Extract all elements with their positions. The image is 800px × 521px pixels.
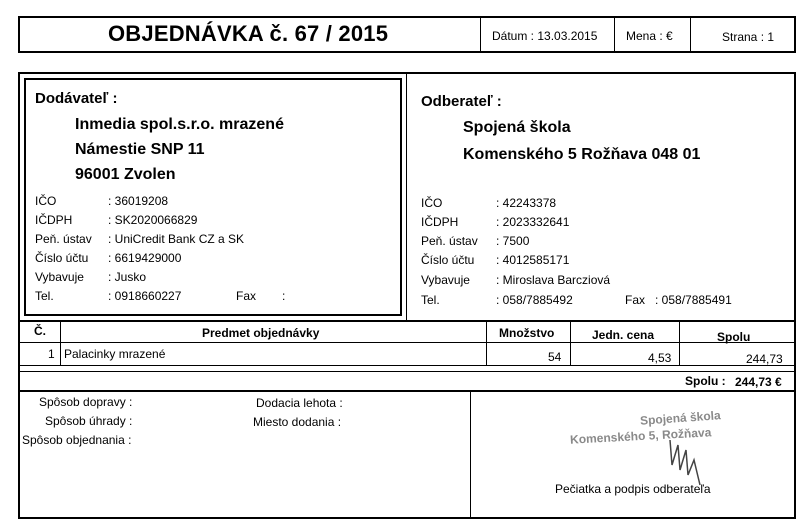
payment-method-label: Spôsob úhrady : xyxy=(45,414,133,428)
col-header-total: Spolu xyxy=(717,330,751,344)
col-header-unit-price: Jedn. cena xyxy=(592,328,655,342)
customer-value-fax: : 058/7885491 xyxy=(655,293,732,307)
signature-mark xyxy=(660,420,720,490)
stamp-line-1: Spojená škola xyxy=(639,408,722,428)
supplier-value-account: : 6619429000 xyxy=(108,251,182,265)
page-number-field: Strana : 1 xyxy=(722,30,775,44)
row-total: 244,73 xyxy=(746,352,783,366)
supplier-city: 96001 Zvolen xyxy=(75,166,176,183)
supplier-label-contact: Vybavuje xyxy=(35,270,84,284)
grand-total-label: Spolu : xyxy=(685,374,726,388)
supplier-value-icdph: : SK2020066829 xyxy=(108,213,198,227)
customer-name: Spojená škola xyxy=(463,119,571,136)
customer-address: Komenského 5 Rožňava 048 01 xyxy=(463,146,701,163)
supplier-value-fax: : xyxy=(282,289,286,303)
customer-label-account: Číslo účtu xyxy=(421,253,475,267)
date-field: Dátum : 13.03.2015 xyxy=(492,29,598,43)
delivery-time-label: Dodacia lehota : xyxy=(256,396,343,410)
supplier-value-tel: : 0918660227 xyxy=(108,289,182,303)
col-header-no: Č. xyxy=(34,324,46,338)
row-qty: 54 xyxy=(548,350,562,364)
supplier-label-ico: IČO xyxy=(35,194,57,208)
customer-label-tel: Tel. xyxy=(421,293,440,307)
customer-value-ico: : 42243378 xyxy=(496,196,557,210)
order-method-label: Spôsob objednania : xyxy=(22,433,132,447)
col-header-qty: Množstvo xyxy=(499,326,555,340)
supplier-value-contact: : Jusko xyxy=(108,270,147,284)
stamp-line-2: Komenského 5, Rožňava xyxy=(569,425,712,447)
supplier-label-fax: Fax xyxy=(236,289,257,303)
supplier-label-tel: Tel. xyxy=(35,289,54,303)
customer-value-account: : 4012585171 xyxy=(496,253,570,267)
currency-field: Mena : € xyxy=(626,29,673,43)
supplier-name: Inmedia spol.s.r.o. mrazené xyxy=(75,116,284,133)
customer-value-tel: : 058/7885492 xyxy=(496,293,573,307)
supplier-value-bank: : UniCredit Bank CZ a SK xyxy=(108,232,245,246)
customer-label-fax: Fax xyxy=(625,293,646,307)
delivery-method-label: Spôsob dopravy : xyxy=(39,395,133,409)
customer-label-bank: Peň. ústav xyxy=(421,234,478,248)
row-item: Palacinky mrazené xyxy=(64,347,166,361)
grand-total-value: 244,73 € xyxy=(735,375,782,389)
supplier-street: Námestie SNP 11 xyxy=(75,141,205,158)
customer-label-contact: Vybavuje xyxy=(421,273,470,287)
customer-value-contact: : Miroslava Barcziová xyxy=(496,273,611,287)
stamp-signature-caption: Pečiatka a podpis odberateľa xyxy=(555,482,711,496)
row-unit-price: 4,53 xyxy=(648,351,672,365)
delivery-place-label: Miesto dodania : xyxy=(253,415,342,429)
row-no: 1 xyxy=(48,347,55,361)
page-title: OBJEDNÁVKA č. 67 / 2015 xyxy=(108,21,389,46)
supplier-label-account: Číslo účtu xyxy=(35,251,89,265)
customer-value-bank: : 7500 xyxy=(496,234,530,248)
col-header-item: Predmet objednávky xyxy=(202,326,320,340)
customer-label-ico: IČO xyxy=(421,196,443,210)
supplier-label-bank: Peň. ústav xyxy=(35,232,92,246)
supplier-label-icdph: IČDPH xyxy=(35,213,73,227)
supplier-heading: Dodávateľ : xyxy=(35,90,118,107)
customer-heading: Odberateľ : xyxy=(421,93,502,110)
supplier-value-ico: : 36019208 xyxy=(108,194,169,208)
customer-value-icdph: : 2023332641 xyxy=(496,215,570,229)
customer-label-icdph: IČDPH xyxy=(421,215,459,229)
